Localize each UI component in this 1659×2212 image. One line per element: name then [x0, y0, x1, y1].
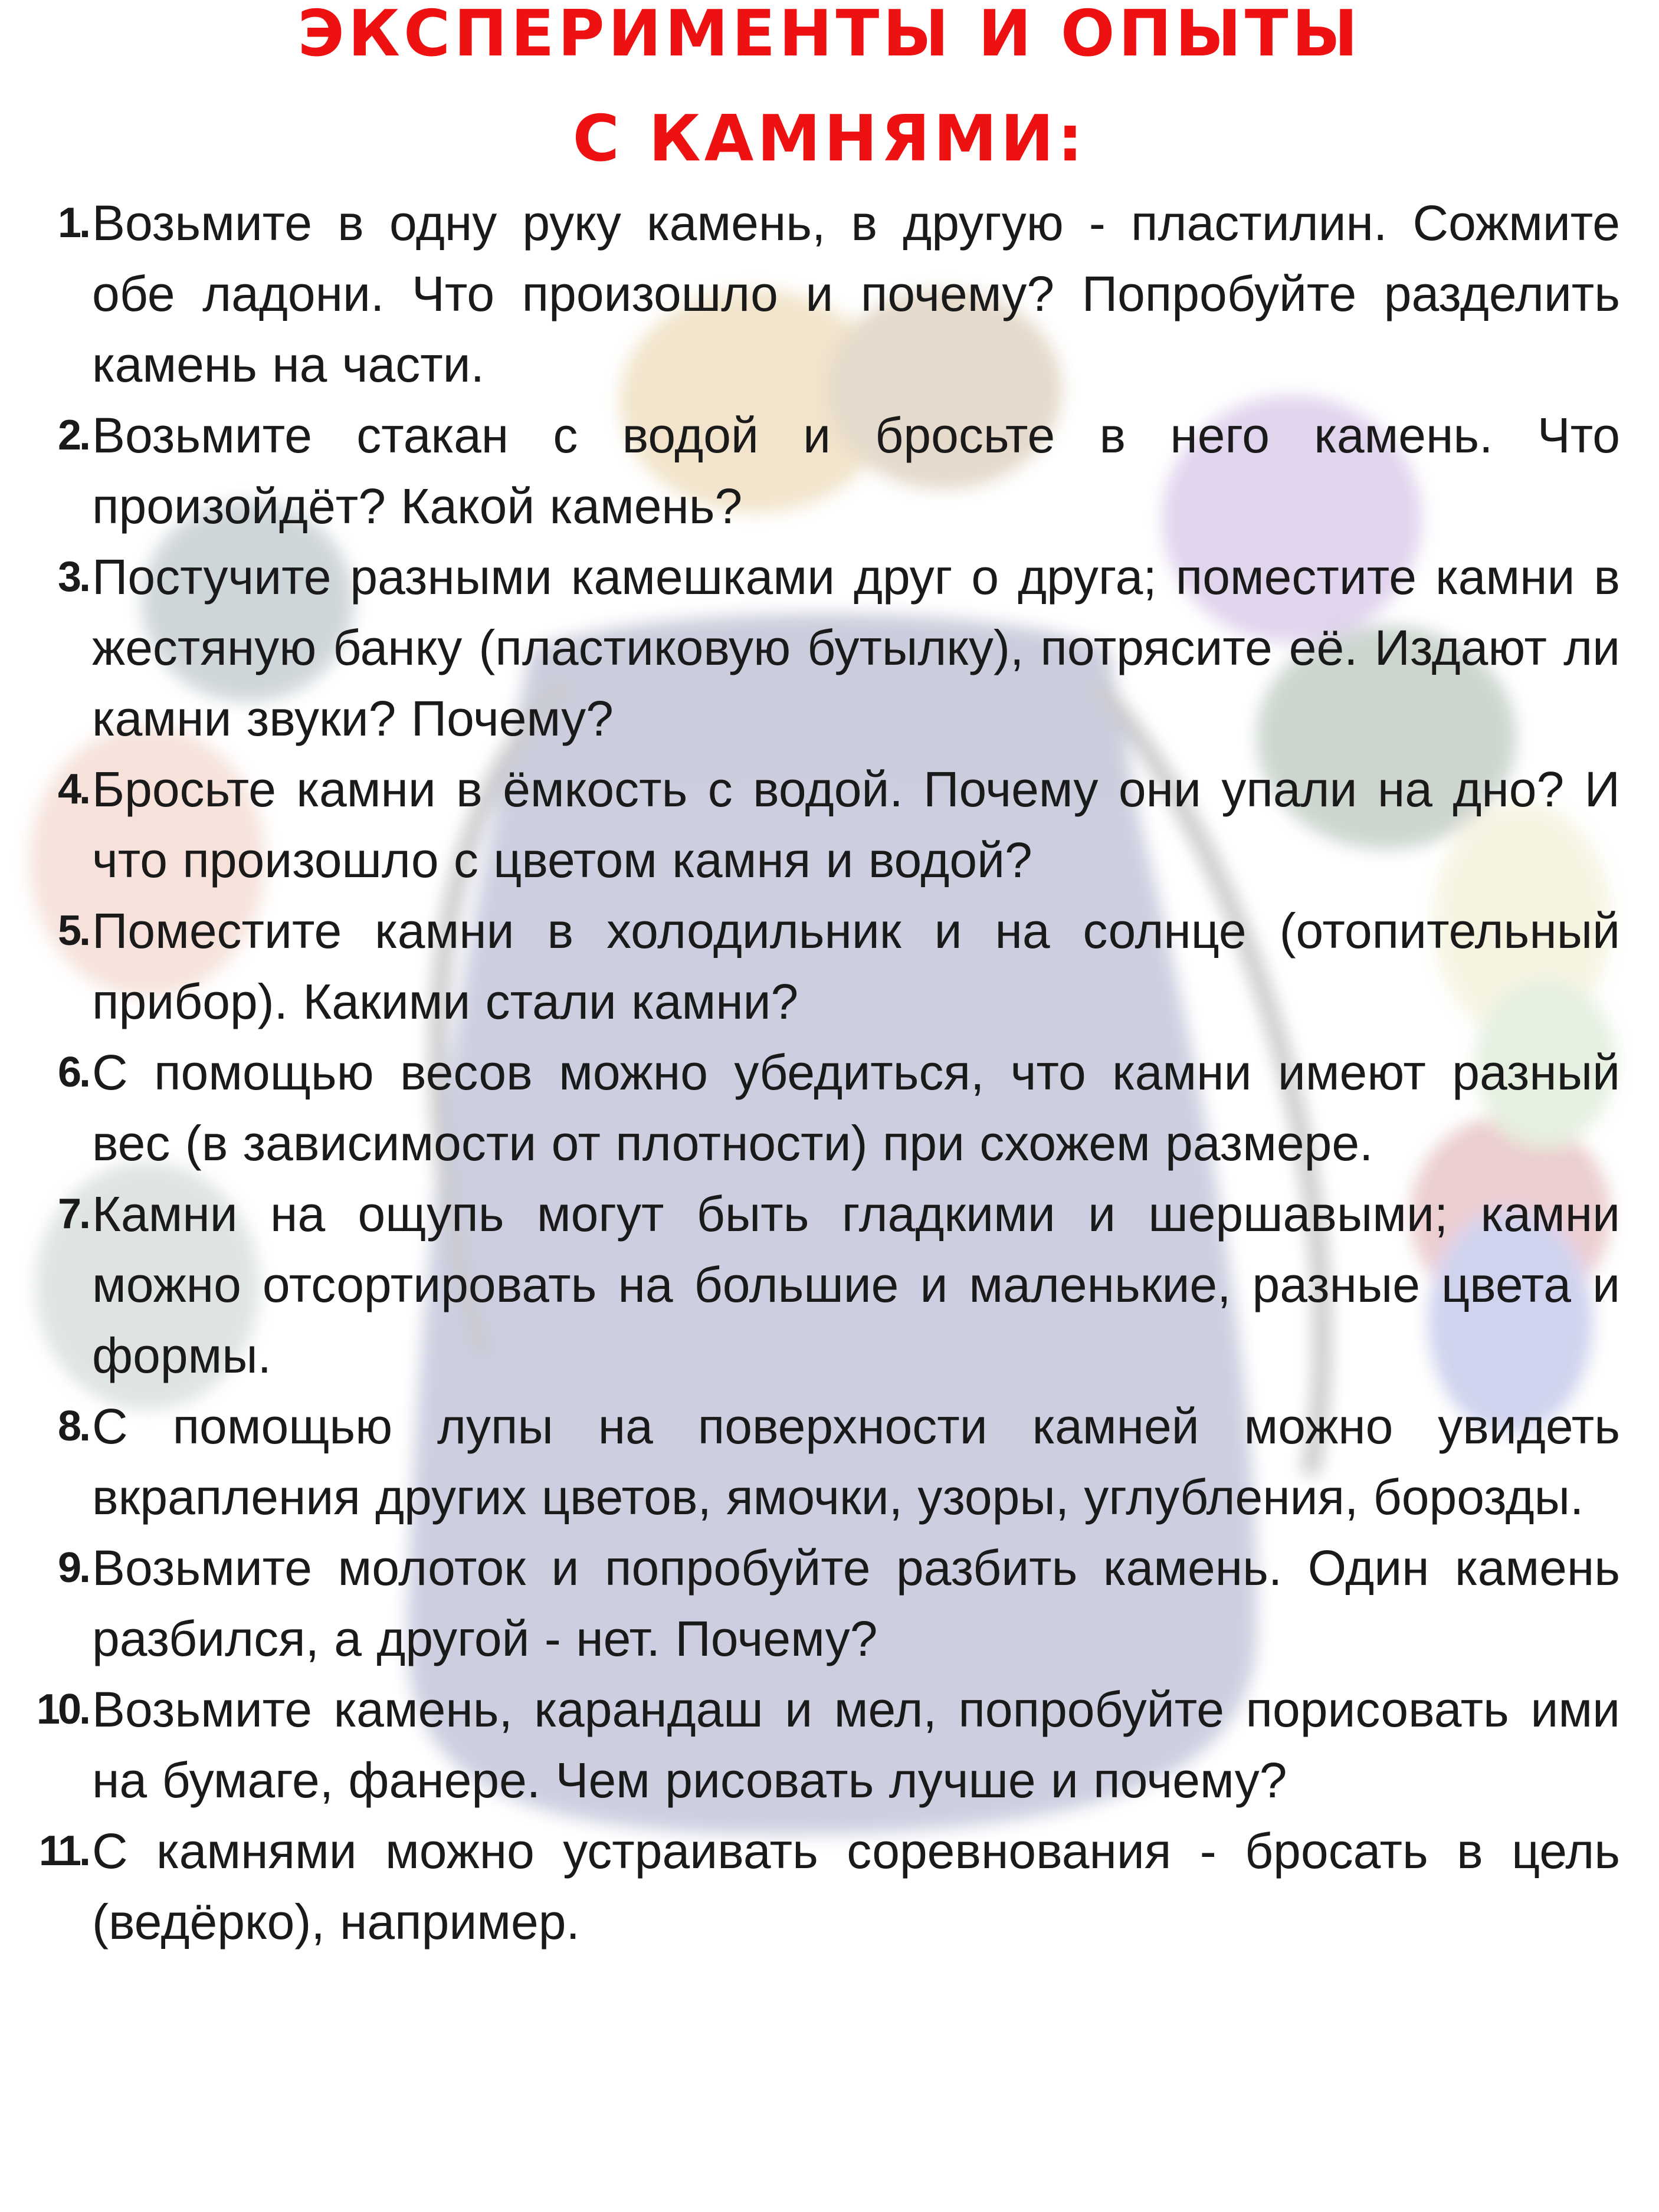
experiment-list	[0, 188, 1659, 1957]
item-text: Бросьте камни в ёмкость с водой. Почему они упали на дно? И что произошло с цветом камня и водой?	[92, 762, 1620, 888]
list-item	[0, 1179, 1659, 1391]
item-text: Постучите разными камешками друг о друга; поместите камни в жестяную банку (пластиковую бутылку), потрясите её. Издают ли камни звуки? Почему?	[92, 549, 1620, 746]
item-number: 11.	[38, 1827, 88, 1875]
item-text: Возьмите молоток и попробуйте разбить камень. Один камень разбился, а другой - нет. Почему?	[92, 1540, 1620, 1666]
item-text: С помощью лупы на поверхности камней можно увидеть вкрапления других цветов, ямочки, узоры, углубления, борозды.	[92, 1399, 1620, 1525]
list-item	[0, 188, 1659, 400]
item-number: 6.	[57, 1049, 88, 1096]
item-number: 10.	[36, 1686, 88, 1733]
item-text: Возьмите стакан с водой и бросьте в него камень. Что произойдёт? Какой камень?	[92, 408, 1620, 534]
list-item	[0, 895, 1659, 1037]
item-text: Возьмите камень, карандаш и мел, попробуйте порисовать ими на бумаге, фанере. Чем рисовать лучше и почему?	[92, 1682, 1620, 1808]
list-item	[0, 754, 1659, 895]
list-item	[0, 400, 1659, 541]
list-item	[0, 541, 1659, 754]
page-title-line-1: ЭКСПЕРИМЕНТЫ И ОПЫТЫ	[297, 0, 1362, 71]
item-text: С помощью весов можно убедиться, что камни имеют разный вес (в зависимости от плотности) при схожем размере.	[92, 1045, 1620, 1171]
item-number: 9.	[57, 1544, 88, 1591]
list-item	[0, 1532, 1659, 1674]
item-number: 4.	[57, 766, 88, 813]
item-text: С камнями можно устраивать соревнования - бросать в цель (ведёрко), например.	[92, 1823, 1620, 1950]
item-number: 8.	[57, 1403, 88, 1450]
item-number: 3.	[57, 553, 88, 600]
item-text: Возьмите в одну руку камень, в другую - пластилин. Сожмите обе ладони. Что произошло и почему? Попробуйте разделить камень на части.	[92, 195, 1620, 392]
item-number: 7.	[57, 1190, 88, 1238]
item-text: Камни на ощупь могут быть гладкими и шершавыми; камни можно отсортировать на большие и маленькие, разные цвета и формы.	[92, 1186, 1620, 1383]
item-number: 5.	[57, 907, 88, 954]
item-number: 2.	[57, 412, 88, 459]
item-text: Поместите камни в холодильник и на солнце (отопительный прибор). Какими стали камни?	[92, 903, 1620, 1029]
list-item	[0, 1816, 1659, 1957]
item-number: 1.	[57, 199, 88, 247]
list-item	[0, 1674, 1659, 1816]
list-item	[0, 1037, 1659, 1179]
page-title-line-2: С КАМНЯМИ:	[572, 102, 1087, 176]
list-item	[0, 1391, 1659, 1532]
